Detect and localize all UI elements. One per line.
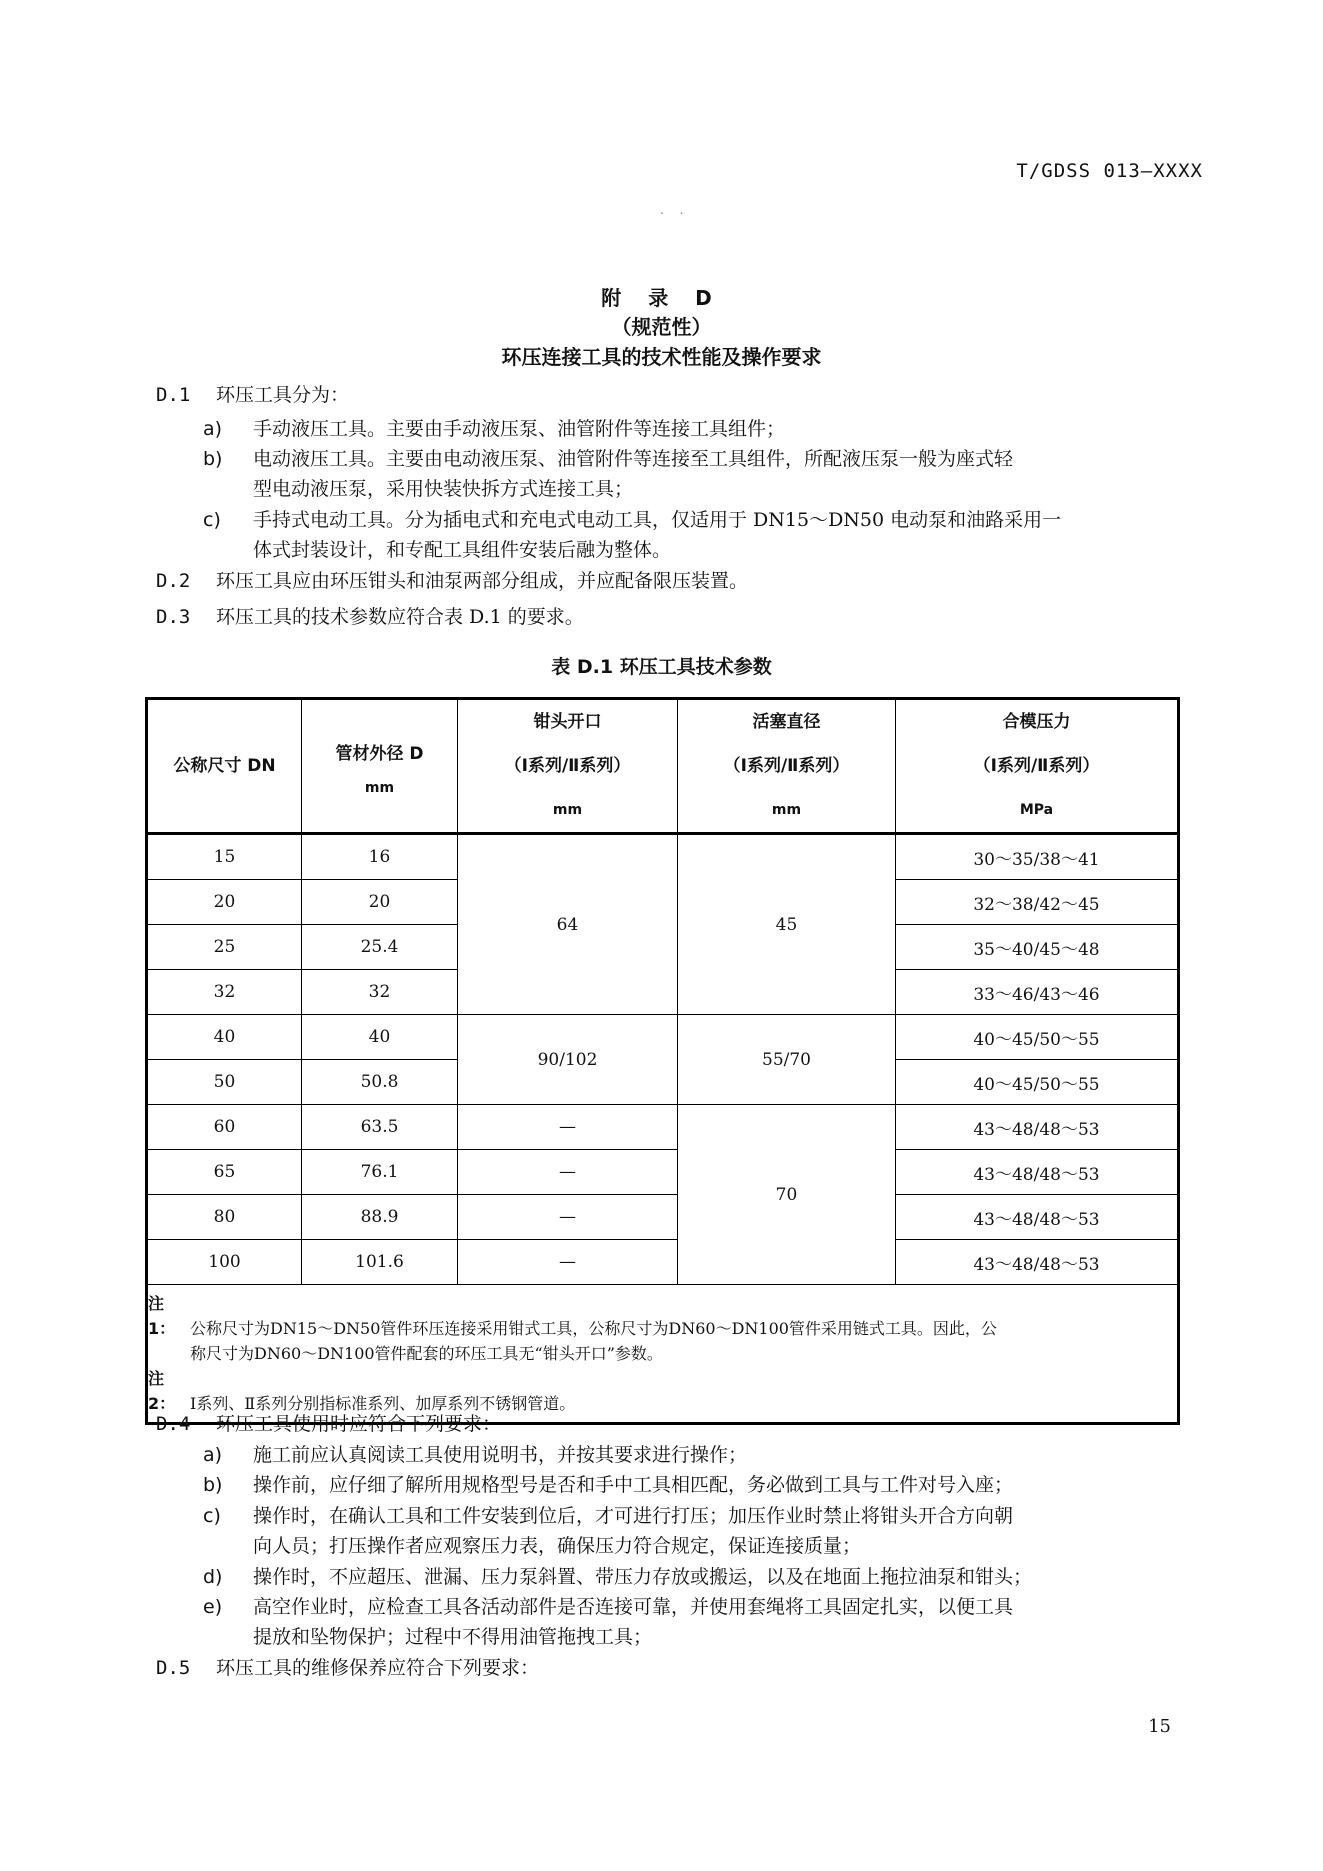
list-text: 手动液压工具。主要由手动液压泵、油管附件等连接工具组件； [253, 418, 786, 440]
cell-od: 32 [302, 970, 458, 1015]
table-row [147, 1105, 1179, 1150]
clause-number: D.4 [156, 1413, 191, 1435]
appendix-label: 附 录 D [601, 286, 722, 310]
list-item-continuation [203, 474, 633, 504]
clause-text: 环压工具应由环压钳头和油泵两部分组成，并应配备限压装置。 [216, 570, 749, 592]
cell-jaw-merged: 64 [458, 834, 678, 1015]
cell-force: 43～48/48～53 [896, 1105, 1179, 1150]
cell-dn: 60 [147, 1105, 302, 1150]
cell-dn: 32 [147, 970, 302, 1015]
list-item-continuation [203, 1622, 652, 1652]
list-text: 操作前，应仔细了解所用规格型号是否和手中工具相匹配，务必做到工具与工件对号入座； [253, 1474, 1014, 1496]
list-item-continuation [203, 535, 671, 565]
list-item [203, 444, 1013, 474]
cell-dn: 50 [147, 1060, 302, 1105]
list-marker: b) [203, 1474, 223, 1496]
spec-table [145, 697, 1180, 1425]
note-2: 注2： Ⅰ系列、Ⅱ系列分别指标准系列、加厚系列不锈钢管道。 [148, 1369, 576, 1413]
list-marker: e) [203, 1596, 223, 1618]
clause-number: D.1 [156, 384, 191, 406]
clause-d2 [156, 566, 748, 596]
cell-od: 76.1 [302, 1150, 458, 1195]
header-od: 管材外径 D mm [302, 699, 458, 834]
clause-number: D.5 [156, 1657, 191, 1679]
cell-od: 40 [302, 1015, 458, 1060]
list-marker: a) [203, 418, 223, 440]
cell-od: 20 [302, 880, 458, 925]
cell-dn: 80 [147, 1195, 302, 1240]
table-row [147, 1015, 1179, 1060]
list-item-continuation [203, 1531, 861, 1561]
cell-piston-merged: 55/70 [678, 1015, 896, 1105]
cell-force: 33～46/43～46 [896, 970, 1179, 1015]
list-text: 操作时，在确认工具和工件安装到位后，才可进行打压；加压作业时禁止将钳头开合方向朝 [253, 1505, 1014, 1527]
cell-force: 30～35/38～41 [896, 834, 1179, 880]
table-row [147, 1240, 1179, 1285]
list-item [203, 1592, 1013, 1622]
list-text: 型电动液压泵，采用快装快拆方式连接工具； [253, 478, 634, 500]
standard-code: T/GDSS 013—XXXX [1016, 160, 1203, 182]
list-marker: c) [203, 509, 221, 531]
cell-jaw: — [458, 1195, 678, 1240]
cell-od: 16 [302, 834, 458, 880]
cell-od: 101.6 [302, 1240, 458, 1285]
page-marks: . . [660, 203, 690, 217]
table-notes [147, 1285, 1179, 1424]
header-piston-diameter: 活塞直径 （Ⅰ系列/Ⅱ系列） mm [678, 699, 896, 834]
list-item [203, 1501, 1013, 1531]
cell-force: 35～40/45～48 [896, 925, 1179, 970]
cell-jaw: — [458, 1150, 678, 1195]
list-marker: a) [203, 1444, 223, 1466]
table-row [147, 1150, 1179, 1195]
cell-od: 63.5 [302, 1105, 458, 1150]
header-jaw-opening: 钳头开口 （Ⅰ系列/Ⅱ系列） mm [458, 699, 678, 834]
table-header-row [147, 699, 1179, 834]
list-marker: b) [203, 448, 223, 470]
cell-piston-merged: 45 [678, 834, 896, 1015]
cell-dn: 100 [147, 1240, 302, 1285]
header-clamping-force: 合模压力 （Ⅰ系列/Ⅱ系列） MPa [896, 699, 1179, 834]
list-item [203, 1440, 747, 1470]
clause-number: D.2 [156, 570, 191, 592]
list-text: 提放和坠物保护；过程中不得用油管拖拽工具； [253, 1626, 653, 1648]
table-caption: 表 D.1 环压工具技术参数 [551, 656, 772, 678]
cell-jaw: — [458, 1240, 678, 1285]
list-text: 施工前应认真阅读工具使用说明书，并按其要求进行操作； [253, 1444, 748, 1466]
clause-text: 环压工具分为： [216, 384, 350, 406]
header-dn: 公称尺寸 DN [147, 699, 302, 834]
list-text: 向人员；打压操作者应观察压力表，确保压力符合规定，保证连接质量； [253, 1535, 862, 1557]
list-item [203, 414, 785, 444]
appendix-title: 环压连接工具的技术性能及操作要求 [501, 345, 822, 369]
list-item [203, 1470, 1013, 1500]
note-1: 注1： 公称尺寸为DN15～DN50管件环压连接采用钳式工具，公称尺寸为DN60～DN100管件采用链式工具。因此，公 [148, 1294, 997, 1338]
cell-dn: 15 [147, 834, 302, 880]
cell-force: 32～38/42～45 [896, 880, 1179, 925]
clause-number: D.3 [156, 606, 191, 628]
cell-dn: 40 [147, 1015, 302, 1060]
table-notes-row [147, 1285, 1179, 1424]
clause-d3 [156, 602, 584, 632]
list-marker: d) [203, 1566, 223, 1588]
list-item [203, 505, 1061, 535]
table-row [147, 1195, 1179, 1240]
cell-jaw-merged: 90/102 [458, 1015, 678, 1105]
cell-od: 25.4 [302, 925, 458, 970]
table-row [147, 834, 1179, 880]
cell-force: 43～48/48～53 [896, 1150, 1179, 1195]
cell-force: 43～48/48～53 [896, 1195, 1179, 1240]
list-text: 操作时，不应超压、泄漏、压力泵斜置、带压力存放或搬运，以及在地面上拖拉油泵和钳头； [253, 1566, 1033, 1588]
clause-text: 环压工具的维修保养应符合下列要求： [216, 1657, 540, 1679]
cell-dn: 25 [147, 925, 302, 970]
list-text: 体式封装设计，和专配工具组件安装后融为整体。 [253, 539, 672, 561]
cell-jaw: — [458, 1105, 678, 1150]
cell-force: 40～45/50～55 [896, 1060, 1179, 1105]
cell-force: 43～48/48～53 [896, 1240, 1179, 1285]
page-number: 15 [1148, 1716, 1171, 1737]
appendix-type: （规范性） [611, 315, 712, 339]
note-1-continuation: 称尺寸为DN60～DN100管件配套的环压工具无“钳头开口”参数。 [190, 1344, 663, 1363]
cell-od: 50.8 [302, 1060, 458, 1105]
clause-text: 环压工具的技术参数应符合表 D.1 的要求。 [216, 606, 584, 628]
list-text: 手持式电动工具。分为插电式和充电式电动工具，仅适用于 DN15～DN50 电动泵和油路采用一 [253, 509, 1062, 531]
clause-d4 [156, 1409, 501, 1439]
list-marker: c) [203, 1505, 221, 1527]
list-text: 电动液压工具。主要由电动液压泵、油管附件等连接至工具组件，所配液压泵一般为座式轻 [253, 448, 1014, 470]
clause-d5 [156, 1653, 539, 1683]
cell-dn: 20 [147, 880, 302, 925]
clause-d1 [156, 380, 349, 410]
cell-od: 88.9 [302, 1195, 458, 1240]
clause-text: 环压工具使用时应符合下列要求： [216, 1413, 502, 1435]
list-text: 高空作业时，应检查工具各活动部件是否连接可靠，并使用套绳将工具固定扎实，以便工具 [253, 1596, 1014, 1618]
list-item [203, 1562, 1032, 1592]
cell-force: 40～45/50～55 [896, 1015, 1179, 1060]
cell-piston-merged: 70 [678, 1105, 896, 1285]
cell-dn: 65 [147, 1150, 302, 1195]
